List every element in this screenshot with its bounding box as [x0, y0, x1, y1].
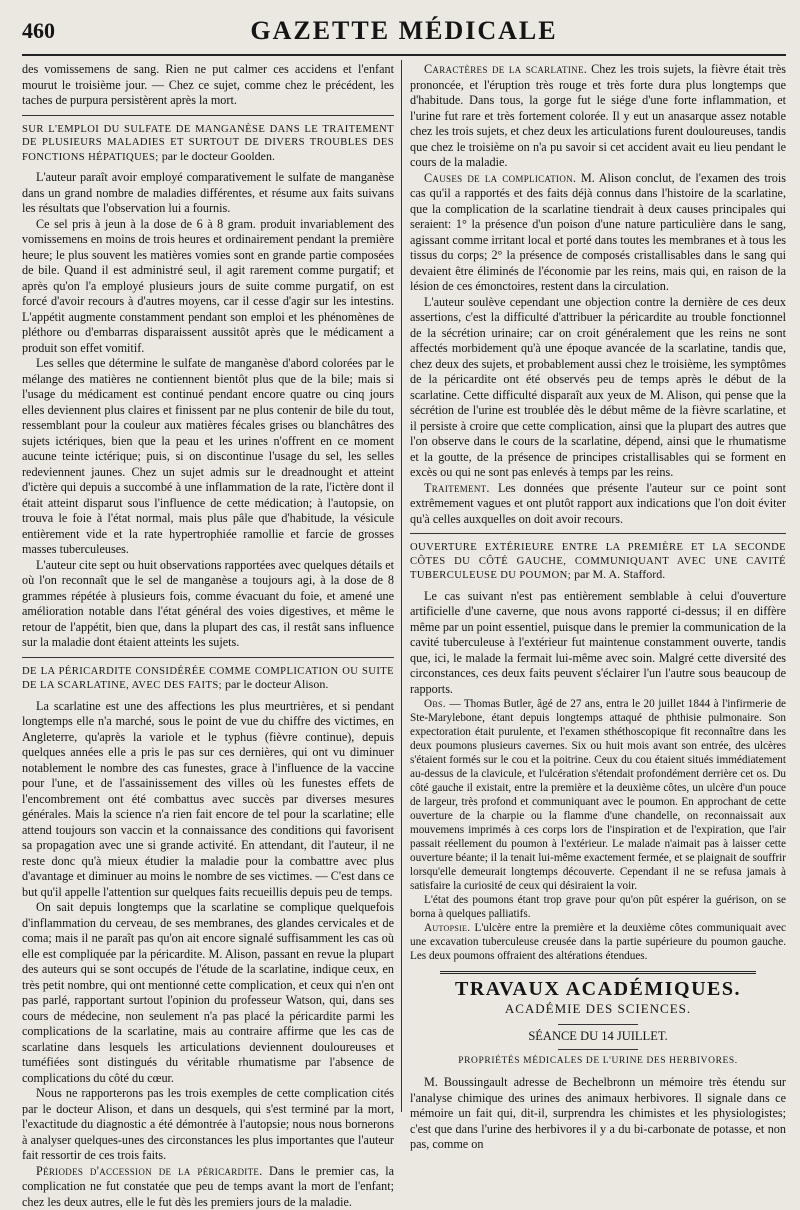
paragraph	[410, 921, 786, 963]
paragraph	[410, 62, 786, 171]
paragraph: L'auteur paraît avoir employé comparativement le sulfate de manganèse dans un grand nombre de maladies différentes, et résume aux faits suivans les résultats que l'observation lui a fournis.	[22, 170, 394, 217]
masthead: GAZETTE MÉDICALE	[22, 16, 786, 46]
page-header	[22, 14, 786, 56]
paragraph: L'auteur soulève cependant une objection contre la dernière de ces deux assertions, c'est la difficulté d'attribuer la péricardite au trouble fonctionnel de la sécrétion urinaire; car on croit généralement que les reins ne sont affectés morbidement qu'à une époque avancée de la scarlatine, tandis que, chez deux des sujets, et probablement aussi chez le troisième, les symptômes de la péricardite ont été observés peu de temps après le début de la scarlatine. Cette difficulté disparaît aux yeux de M. Alison, qui pense que la sécrétion de l'urine est troublée dès le début même de la fièvre scarlatine, et il persiste à croire que cette complication, ainsi que la plupart des autres que l'on observe dans le cours de la scarlatine, dépend, ainsi que le rhumatisme et la goutte, de la présence de principes cristallisables qui se forment en excès ou qui ne sont pas enlevés à temps par les reins.	[410, 295, 786, 481]
paragraph	[410, 171, 786, 295]
article-title-text: OUVERTURE EXTÉRIEURE ENTRE LA PREMIÈRE ET LA SECONDE CÔTES DU CÔTÉ GAUCHE, COMMUNIQUANT AVEC UNE CAVITÉ TUBERCULEUSE DU POUMON;	[410, 542, 786, 581]
article-author: par le docteur Goolden.	[162, 149, 275, 163]
section-divider	[440, 971, 756, 974]
article-title-goolden	[22, 123, 394, 165]
paragraph: On sait depuis longtemps que la scarlatine se complique quelquefois d'inflammation du cerveau, de ses membranes, des glandes cervicales et de coma; mais il ne paraît pas qu'on ait encore signalé suffisamment les cas où elle est compliquée par la péricardite. M. Alison, passant en revue la plupart des auteurs qui se sont occupés de l'étude de la scarlatine, indique ceux, en très petit nombre, qui ont mentionné cette complication, et ceux qui n'en ont pas parlé, rapportant surtout l'opinion du professeur Watson, qui, dans ses cours de médecine, non seulement n'a pas placé la péricardite parmi les complications de la scarlatine, mais au contraire affirme que les cas de scarlatine dans lesquels les articulations deviennent douloureuses et tuméfiées sont distingués du véritable rhumatisme par l'absence de complications du côté du cœur.	[22, 900, 394, 1086]
divider	[558, 1049, 638, 1050]
article-title-text: SUR L'EMPLOI DU SULFATE DE MANGANÈSE DANS LE TRAITEMENT DE PLUSIEURS MALADIES ET SURTOUT DE DIVERS TROUBLES DES FONCTIONS HÉPATIQUES;	[22, 124, 394, 163]
paragraph: L'état des poumons étant trop grave pour qu'on pût espérer la guérison, on se borna à quelques palliatifs.	[410, 893, 786, 921]
article-title-alison	[22, 665, 394, 693]
divider	[22, 115, 394, 116]
divider	[410, 533, 786, 534]
academy-heading: ACADÉMIE DES SCIENCES.	[410, 1001, 786, 1017]
paragraph-label: Traitement.	[424, 481, 490, 495]
paragraph: Le cas suivant n'est pas entièrement semblable à celui d'ouverture artificielle d'une caverne, que nous avons rapporté ci-dessus; il en diffère même par un point essentiel, puisque dans le premier la communication de la cavité tuberculeuse à l'extérieur fut maintenue constamment ouverte, tandis que, ici, le malade la fermait lui-même avec soin. Malgré cette diversité des circonstances, ces deux faits peuvent s'éclairer l'un l'autre sous beaucoup de rapports.	[410, 589, 786, 698]
paragraph-label: Obs.	[424, 698, 446, 710]
paragraph: M. Boussingault adresse de Bechelbronn un mémoire très étendu sur l'analyse chimique des urines des animaux herbivores. Il signale dans ce mémoire un fait qui, dit-il, surprendra les chimistes et les physiologistes; c'est que dans l'urine des herbivores il y a du bi-carbonate de potasse, et non pas, comme on	[410, 1075, 786, 1153]
paragraph-text: L'ulcère entre la première et la deuxième côtes communiquait avec une excavation tuberculeuse creusée dans la partie supérieure du poumon gauche. Les deux poumons offraient des altérations étendues.	[410, 922, 786, 962]
paragraph: L'auteur cite sept ou huit observations rapportées avec quelques détails et où l'on reconnaît que le sel de manganèse a toujours agi, à la dose de 8 grammes répétée à plusieurs fois, comme évacuant du foie, et amené une amélioration notable dans l'état général des voies digestives, et même le retour de l'appétit, bien que, dans la plupart des cas, il restât sans influence sur la maladie dont étaient atteints les sujets.	[22, 558, 394, 651]
divider	[558, 1024, 638, 1025]
left-column	[22, 62, 394, 1114]
paragraph: Les selles que détermine le sulfate de manganèse d'abord colorées par le mélange des matières ne contiennent bientôt plus que de la bile; mais si l'usage du médicament est continué pendant encore quatre ou cinq jours elles deviennent plus claires et finissent par ne plus contenir de bile du tout, ressemblant pour la couleur aux matières fécales grises ou blanchâtres des sujets ictériques, bien que la peau et les urines n'offrent en ce moment aucune teinte ictérique; puis, si on discontinue l'usage du sel, les selles redeviennent jaunes. Chez un sujet admis sur le dreadnought et atteint d'ictère qui depuis a succombé à une inflammation de la rate, l'ictère dont il était atteint disparut sous l'influence de cette médication; à l'autopsie, on trouva le foie à l'état normal, mais plus pâle que d'habitude, la vésicule entièrement vide et la rate hypertrophiée ramollie et farcie de grosses masses tuberculeuses.	[22, 356, 394, 558]
article-author: par le docteur Alison.	[225, 677, 328, 691]
column-divider	[401, 60, 402, 1112]
page-number: 460	[22, 18, 55, 44]
paragraph-label: Causes de la complication.	[424, 171, 576, 185]
paragraph-label: Caractères de la scarlatine.	[424, 62, 587, 76]
paragraph	[410, 697, 786, 893]
paragraph-text: Chez les trois sujets, la fièvre était très prononcée, et l'éruption très rouge et très forte dura plus longtemps que d'habitude. Dans tous, la gorge fut le siége d'une forte inflammation, et l'urine fut rare et très fortement colorée. Il y eut un anasarque assez notable chez les trois sujets, et chez deux les articulations furent douloureuses, tandis que chez le troisième on n'a pu savoir si cet accident avait eu lieu pendant le cours de la maladie.	[410, 62, 786, 169]
paragraph: La scarlatine est une des affections les plus meurtrières, et si pendant longtemps elle n'a marché, sous le point de vue du chiffre des victimes, en Angleterre, qu'après la variole et le typhus (fièvre continue), depuis quelques années elle a pris le pas sur ces dernières, qui ont vu diminuer notablement le nombre des cas funestes, grace à l'influence de la vaccine pour l'une, et de l'assainissement des villes où les funestes effets de l'encombrement ont été combattus avec succès par diverses mesures générales. Mais la science n'a rien fait encore de tel pour la scarlatine; elle attend toujours son vaccin et la connaissance des conditions qui favorisent sa propagation avec une si grande activité. En attendant, dit l'auteur, il ne reste donc qu'à mieux étudier la maladie pour la combattre avec plus d'avantage et diminuer au moins le nombre de ses victimes. — C'est dans ce but qu'il appelle l'attention sur quelques faits recueillis depuis peu de temps.	[22, 699, 394, 901]
section-title: TRAVAUX ACADÉMIQUES.	[410, 982, 786, 998]
right-column	[410, 62, 786, 1114]
paragraph-text: Dans le premier cas, la complication ne fut constatée que peu de temps avant la mort de l'enfant; chez les deux autres, elle le fut dès les premiers jours de la maladie.	[22, 1164, 394, 1209]
session-date: SÉANCE DU 14 JUILLET.	[410, 1029, 786, 1045]
paragraph-text: M. Alison conclut, de l'examen des trois cas qu'il a rapportés et des faits déjà connus dans l'histoire de la scarlatine, que la complication de la scarlatine tiendrait à deux causes principales qui seraient: 1° la présence d'un poison d'une nature particulière dans le sang, agissant comme irritant local et porté dans toutes les membranes et à tous les tissus du corps; 2° la présence de composés cristallisables dans le sang qui devaient être éliminés de l'économie par les reins, mais qui, en raison de la lésion de ces émonctoires, restent dans la circulation.	[410, 171, 786, 294]
paragraph: Ce sel pris à jeun à la dose de 6 à 8 gram. produit invariablement des vomissemens en moins de trois heures et ordinairement pendant la première heure; le plus souvent les matières vomies sont en grande partie composées de bile. Quand il est administré seul, il agit rarement comme purgatif; et après qu'on l'a employé plusieurs jours de suite comme purgatif, on est forcé d'avoir recours à d'autres moyens, car il cesse d'agir sur les intestins. L'appétit augmente constamment pendant son emploi et les phénomènes de pléthore ou d'embarras disparaissent aussitôt après que le médicament a produit son effet vomitif.	[22, 217, 394, 357]
paragraph: des vomissemens de sang. Rien ne put calmer ces accidens et l'enfant mourut le troisième jour. — Chez ce sujet, comme chez le précédent, les taches de purpura persistèrent après la mort.	[22, 62, 394, 109]
paragraph: Nous ne rapporterons pas les trois exemples de cette complication cités par le docteur Alison, et dans un desquels, qui s'est terminé par la mort, l'exactitude du diagnostic a été démontrée à l'autopsie; nous nous bornerons à analyser quelques-unes des circonstances les plus importantes que l'auteur fait ressortir de ces trois faits.	[22, 1086, 394, 1164]
article-title-stafford	[410, 541, 786, 583]
paragraph	[22, 1164, 394, 1210]
observation-block	[410, 697, 786, 963]
article-title-text: DE LA PÉRICARDITE CONSIDÉRÉE COMME COMPLICATION OU SUITE DE LA SCARLATINE, AVEC DES FAITS;	[22, 666, 394, 692]
paragraph	[410, 481, 786, 528]
article-subtitle: PROPRIÉTÉS MÉDICALES DE L'URINE DES HERBIVORES.	[410, 1054, 786, 1070]
paragraph-text: Les données que présente l'auteur sur ce point sont extrêmement vagues et ont plutôt rapport aux indications que l'on doit éviter qu'à celles auxquelles on doit avoir recours.	[410, 481, 786, 526]
article-author: par M. A. Stafford.	[574, 567, 665, 581]
divider	[22, 657, 394, 658]
paragraph-label: Autopsie.	[424, 922, 470, 934]
paragraph-label: Périodes d'accession de la péricardite.	[36, 1164, 263, 1178]
paragraph-text: — Thomas Butler, âgé de 27 ans, entra le 20 juillet 1844 à l'infirmerie de Ste-Marylebone, étant depuis longtemps attaqué de phthisie pulmonaire. Son expectoration était purulente, et l'examen sthéthoscopique fit reconnaître dans les deux poumons plusieurs cavernes. Six ou huit mois avant son entrée, des ulcères s'étaient formés sur le cou et la poitrine. Ceux du cou étaient situés immédiatement au-dessus de la clavicule, et l'ulcération s'étendait profondément derrière cet os. Du côté gauche il existait, entre la première et la deuxième côtes, un ulcère d'un pouce de largeur, très profond et communiquant avec le poumon. En approchant de cette ouverture de la charpie ou la flamme d'une chandelle, on reconnaissait aux mouvemens imprimés à ces corps lors de l'inspiration et de l'expiration, que l'air passait réellement du poumon à l'extérieur. Le malade n'aimait pas à laisser cette ouverture béante; il la tenait lui-même exactement fermée, et se plaignait de souffrir lorsqu'elle demeurait longtemps découverte. Cependant il ne se refusa jamais à satisfaire la curiosité de ceux qui désiraient la voir.	[410, 698, 786, 892]
